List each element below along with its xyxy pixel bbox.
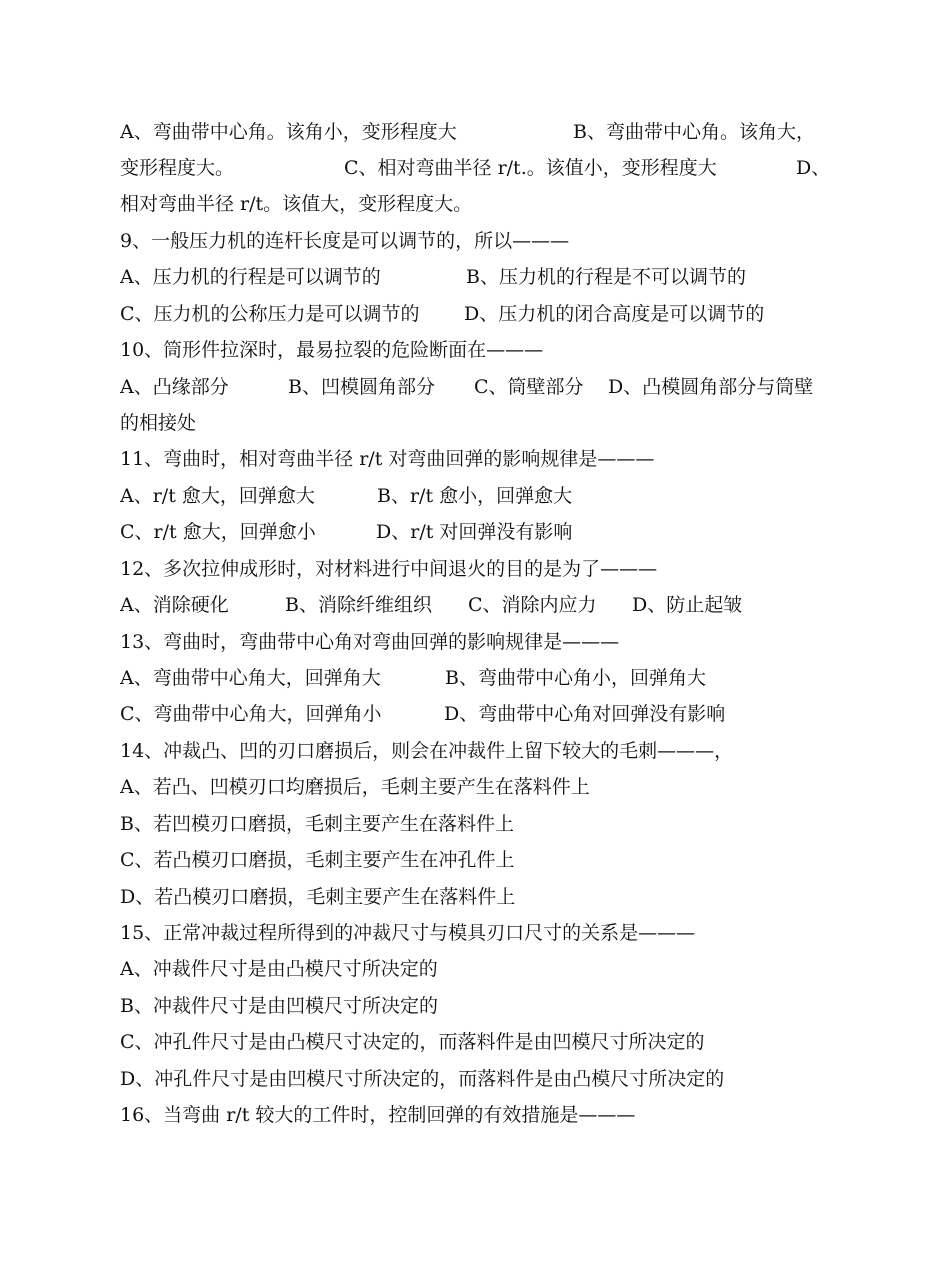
option-text: C、弯曲带中心角大，回弹角小 xyxy=(120,703,382,725)
question-text: 11、弯曲时，相对弯曲半径 r/t 对弯曲回弹的影响规律是——— xyxy=(120,448,655,470)
option-text: B、消除纤维组织 xyxy=(285,594,432,616)
option-text: C、r/t 愈大，回弹愈小 xyxy=(120,521,316,543)
option-text: D、弯曲带中心角对回弹没有影响 xyxy=(444,703,726,725)
question-text: 16、当弯曲 r/t 较大的工件时，控制回弹的有效措施是——— xyxy=(120,1104,636,1126)
option-text: D、压力机的闭合高度是可以调节的 xyxy=(464,303,765,325)
option-text: D、 xyxy=(796,157,831,179)
text-line xyxy=(120,587,840,623)
text-line xyxy=(120,150,840,186)
option-text: B、弯曲带中心角小，回弹角大 xyxy=(445,667,706,689)
question-line xyxy=(120,332,840,368)
question-line xyxy=(120,624,840,660)
text-line xyxy=(120,879,840,915)
option-text: C、消除内应力 xyxy=(468,594,597,616)
question-line xyxy=(120,441,840,477)
option-text: A、r/t 愈大，回弹愈大 xyxy=(120,485,315,507)
option-text: A、压力机的行程是可以调节的 xyxy=(120,266,381,288)
text-line xyxy=(120,186,840,222)
option-text: A、若凸、凹模刃口均磨损后，毛刺主要产生在落料件上 xyxy=(120,776,590,798)
option-text: B、r/t 愈小，回弹愈大 xyxy=(377,485,573,507)
question-line xyxy=(120,223,840,259)
option-text: C、若凸模刃口磨损，毛刺主要产生在冲孔件上 xyxy=(120,849,515,871)
option-text: B、压力机的行程是不可以调节的 xyxy=(466,266,746,288)
option-text: C、压力机的公称压力是可以调节的 xyxy=(120,303,420,325)
question-text: 9、一般压力机的连杆长度是可以调节的，所以——— xyxy=(120,230,570,252)
question-line xyxy=(120,915,840,951)
text-line xyxy=(120,660,840,696)
question-text: 10、筒形件拉深时，最易拉裂的危险断面在——— xyxy=(120,339,544,361)
question-text: 12、多次拉伸成形时，对材料进行中间退火的目的是为了——— xyxy=(120,558,658,580)
option-text: A、弯曲带中心角大，回弹角大 xyxy=(120,667,381,689)
option-text: B、冲裁件尺寸是由凹模尺寸所决定的 xyxy=(120,995,438,1017)
question-line xyxy=(120,551,840,587)
option-text: A、冲裁件尺寸是由凸模尺寸所决定的 xyxy=(120,958,438,980)
text-line xyxy=(120,769,840,805)
text-line xyxy=(120,988,840,1024)
question-line xyxy=(120,1097,840,1133)
text-line xyxy=(120,259,840,295)
option-text: A、消除硬化 xyxy=(120,594,229,616)
option-text: 的相接处 xyxy=(120,412,197,434)
question-text: 15、正常冲裁过程所得到的冲裁尺寸与模具刃口尺寸的关系是——— xyxy=(120,922,696,944)
text-line xyxy=(120,951,840,987)
question-text: 14、冲裁凸、凹的刃口磨损后，则会在冲裁件上留下较大的毛刺———， xyxy=(120,740,734,762)
text-line xyxy=(120,296,840,332)
text-line xyxy=(120,842,840,878)
option-text: D、防止起皱 xyxy=(632,594,743,616)
text-line xyxy=(120,514,840,550)
text-line xyxy=(120,696,840,732)
question-line xyxy=(120,733,840,769)
option-text: B、若凹模刃口磨损，毛刺主要产生在落料件上 xyxy=(120,813,514,835)
option-text: C、冲孔件尺寸是由凸模尺寸决定的，而落料件是由凹模尺寸所决定的 xyxy=(120,1031,705,1053)
text-line xyxy=(120,806,840,842)
text-line xyxy=(120,405,840,441)
option-text: A、弯曲带中心角。该角小，变形程度大 xyxy=(120,121,457,143)
option-text: D、冲孔件尺寸是由凹模尺寸所决定的，而落料件是由凸模尺寸所决定的 xyxy=(120,1068,725,1090)
option-text: C、相对弯曲半径 r/t.。该值小，变形程度大 xyxy=(344,157,717,179)
text-line xyxy=(120,1061,840,1097)
text-line xyxy=(120,369,840,405)
text-line xyxy=(120,114,840,150)
option-text: C、筒壁部分 xyxy=(474,376,584,398)
option-text: D、r/t 对回弹没有影响 xyxy=(376,521,573,543)
text-line xyxy=(120,478,840,514)
option-text: D、若凸模刃口磨损，毛刺主要产生在落料件上 xyxy=(120,886,516,908)
option-text: 相对弯曲半径 r/t。该值大，变形程度大。 xyxy=(120,193,473,215)
question-text: 13、弯曲时，弯曲带中心角对弯曲回弹的影响规律是——— xyxy=(120,631,620,653)
option-text: D、凸模圆角部分与筒壁 xyxy=(608,376,814,398)
text-line xyxy=(120,1024,840,1060)
option-text: 变形程度大。 xyxy=(120,157,235,179)
option-text: B、弯曲带中心角。该角大， xyxy=(573,121,815,143)
option-text: B、凹模圆角部分 xyxy=(288,376,435,398)
option-text: A、凸缘部分 xyxy=(120,376,229,398)
